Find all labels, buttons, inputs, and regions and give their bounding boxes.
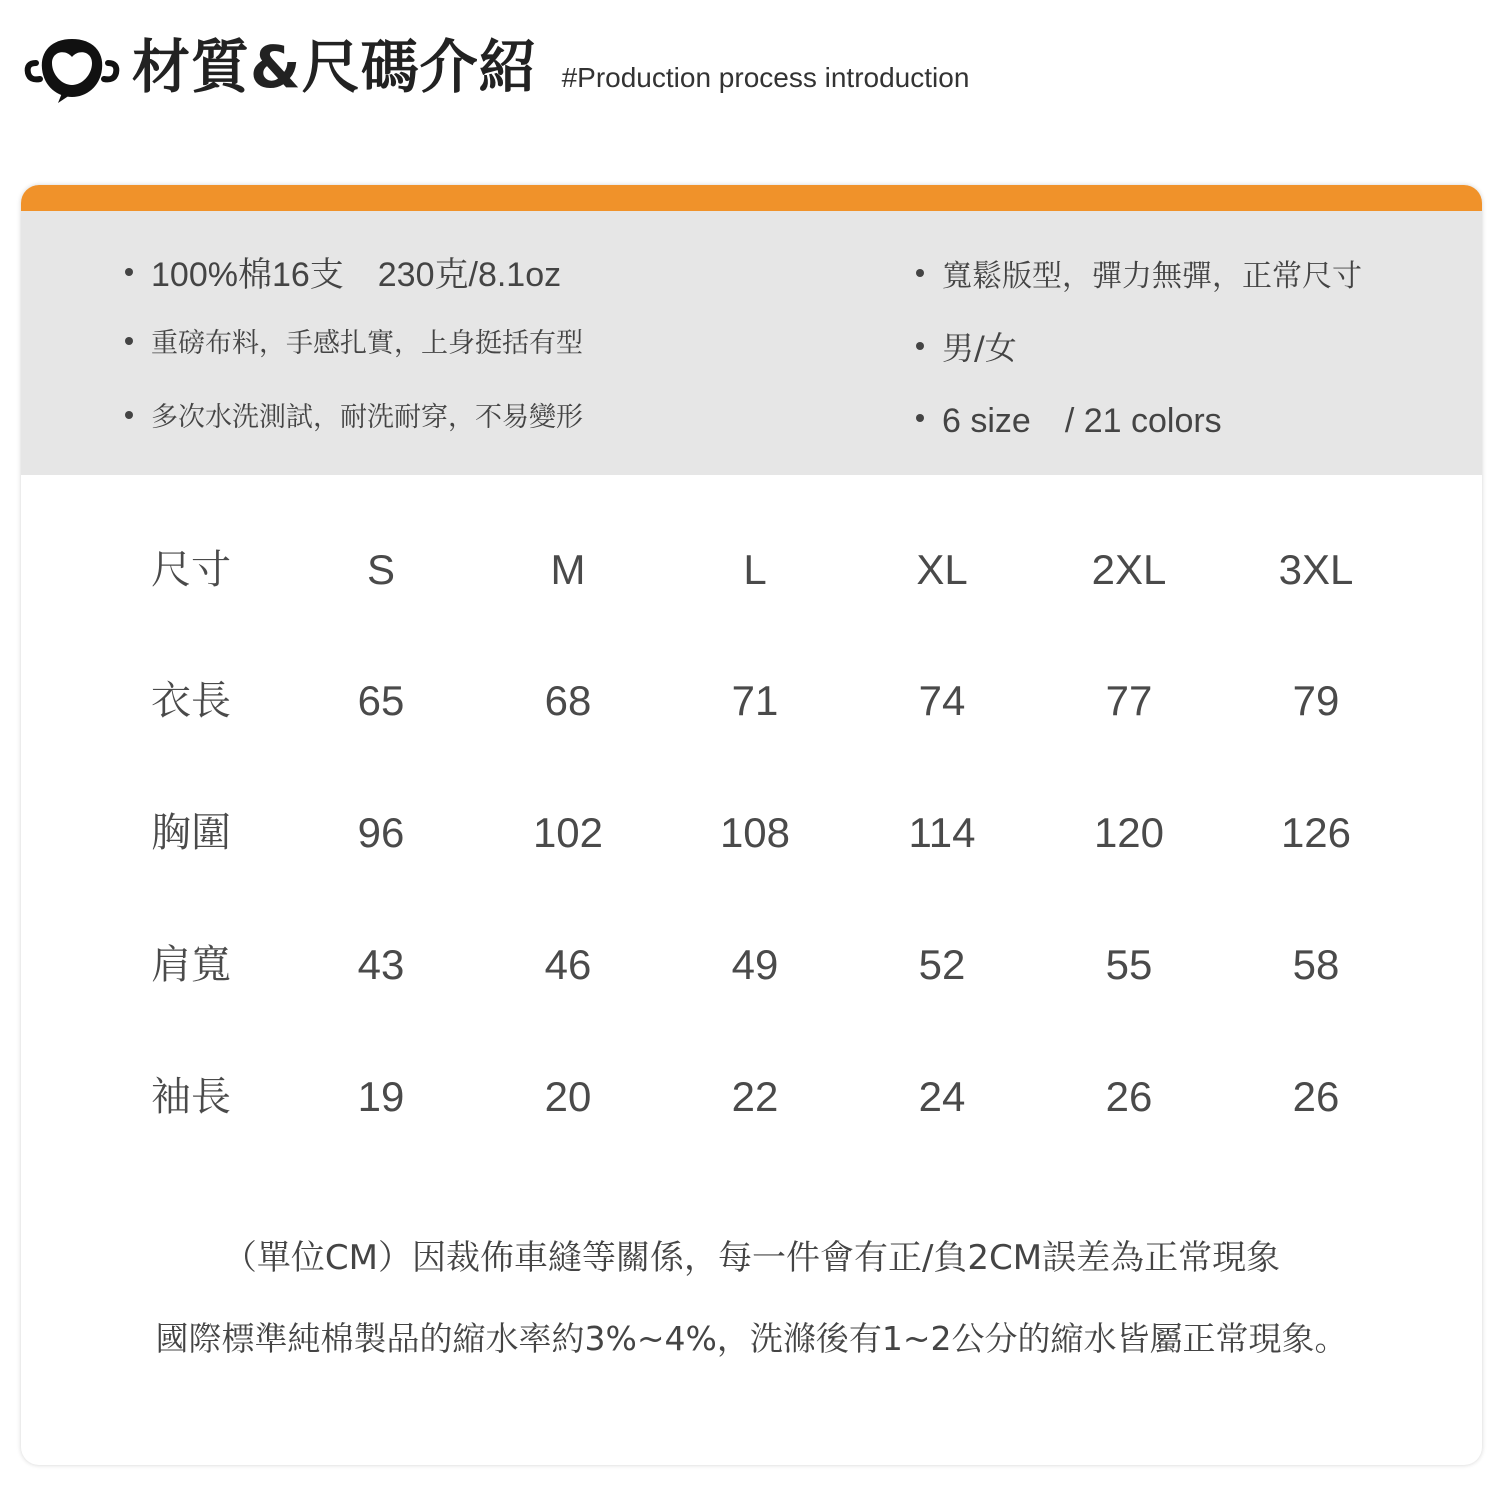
feature-item — [916, 393, 1222, 442]
page-subtitle: #Production process introduction — [561, 62, 970, 93]
table-cell: 77 — [1105, 677, 1153, 724]
feature-item — [125, 321, 583, 360]
monkey-face-icon — [22, 27, 122, 107]
table-cell: 102 — [532, 809, 604, 856]
table-cell: 52 — [918, 941, 966, 988]
table-cell: 74 — [918, 677, 966, 724]
feature-text: 重磅布料，手感扎實，上身挺括有型 — [151, 328, 583, 359]
table-cell: 26 — [1105, 1073, 1153, 1120]
table-cell: 71 — [731, 677, 779, 724]
bullet-icon — [125, 337, 133, 345]
row-label: 袖長 — [151, 1074, 231, 1120]
feature-text: 6 size / 21 colors — [942, 402, 1222, 440]
table-cell: 126 — [1280, 809, 1352, 856]
feature-text: 多次水洗測試，耐洗耐穿，不易變形 — [151, 402, 583, 433]
column-header: 尺寸 — [151, 547, 231, 593]
row-label: 胸圍 — [151, 810, 231, 856]
accent-bar — [21, 185, 1482, 211]
feature-item — [125, 247, 561, 296]
table-row — [21, 671, 1482, 731]
column-header: XL — [916, 546, 968, 593]
table-cell: 19 — [357, 1073, 405, 1120]
table-cell: 58 — [1292, 941, 1340, 988]
row-label: 衣長 — [151, 678, 231, 724]
bullet-icon — [125, 411, 133, 419]
table-cell: 20 — [544, 1073, 592, 1120]
row-label: 肩寬 — [151, 942, 231, 988]
feature-item — [916, 251, 1362, 295]
column-header: M — [550, 546, 586, 593]
feature-text: 寬鬆版型，彈力無彈，正常尺寸 — [942, 259, 1362, 294]
table-cell: 79 — [1292, 677, 1340, 724]
feature-panel — [21, 211, 1482, 475]
table-cell: 55 — [1105, 941, 1153, 988]
table-cell: 68 — [544, 677, 592, 724]
table-cell: 46 — [544, 941, 592, 988]
table-row — [21, 1067, 1482, 1127]
table-cell: 22 — [731, 1073, 779, 1120]
table-cell: 65 — [357, 677, 405, 724]
table-cell: 120 — [1093, 809, 1165, 856]
note-shrinkage: 國際標準純棉製品的縮水率約3%~4%，洗滌後有1~2公分的縮水皆屬正常現象。 — [155, 1319, 1348, 1358]
bullet-icon — [125, 268, 133, 276]
feature-text: 男/女 — [942, 329, 1017, 367]
note-measurement: （單位CM）因裁佈車縫等關係，每一件會有正/負2CM誤差為正常現象 — [222, 1238, 1281, 1278]
table-cell: 43 — [357, 941, 405, 988]
bullet-icon — [916, 269, 924, 277]
column-header: 2XL — [1091, 546, 1167, 593]
table-cell: 108 — [719, 809, 791, 856]
column-header: L — [743, 546, 767, 593]
table-header-row — [21, 540, 1482, 600]
column-header: S — [366, 546, 395, 593]
table-row — [21, 803, 1482, 863]
info-card — [21, 185, 1482, 1465]
table-cell: 26 — [1292, 1073, 1340, 1120]
page-title: 材質&尺碼介紹 — [132, 33, 538, 101]
table-cell: 96 — [357, 809, 405, 856]
table-cell: 114 — [908, 809, 976, 856]
table-cell: 49 — [731, 941, 779, 988]
feature-item — [916, 323, 1017, 369]
column-header: 3XL — [1278, 546, 1354, 593]
feature-item — [125, 395, 583, 434]
table-cell: 24 — [918, 1073, 966, 1120]
bullet-icon — [916, 342, 924, 350]
page-header — [22, 22, 1122, 112]
table-row — [21, 935, 1482, 995]
feature-text: 100%棉16支 230克/8.1oz — [151, 256, 562, 294]
bullet-icon — [916, 414, 924, 422]
